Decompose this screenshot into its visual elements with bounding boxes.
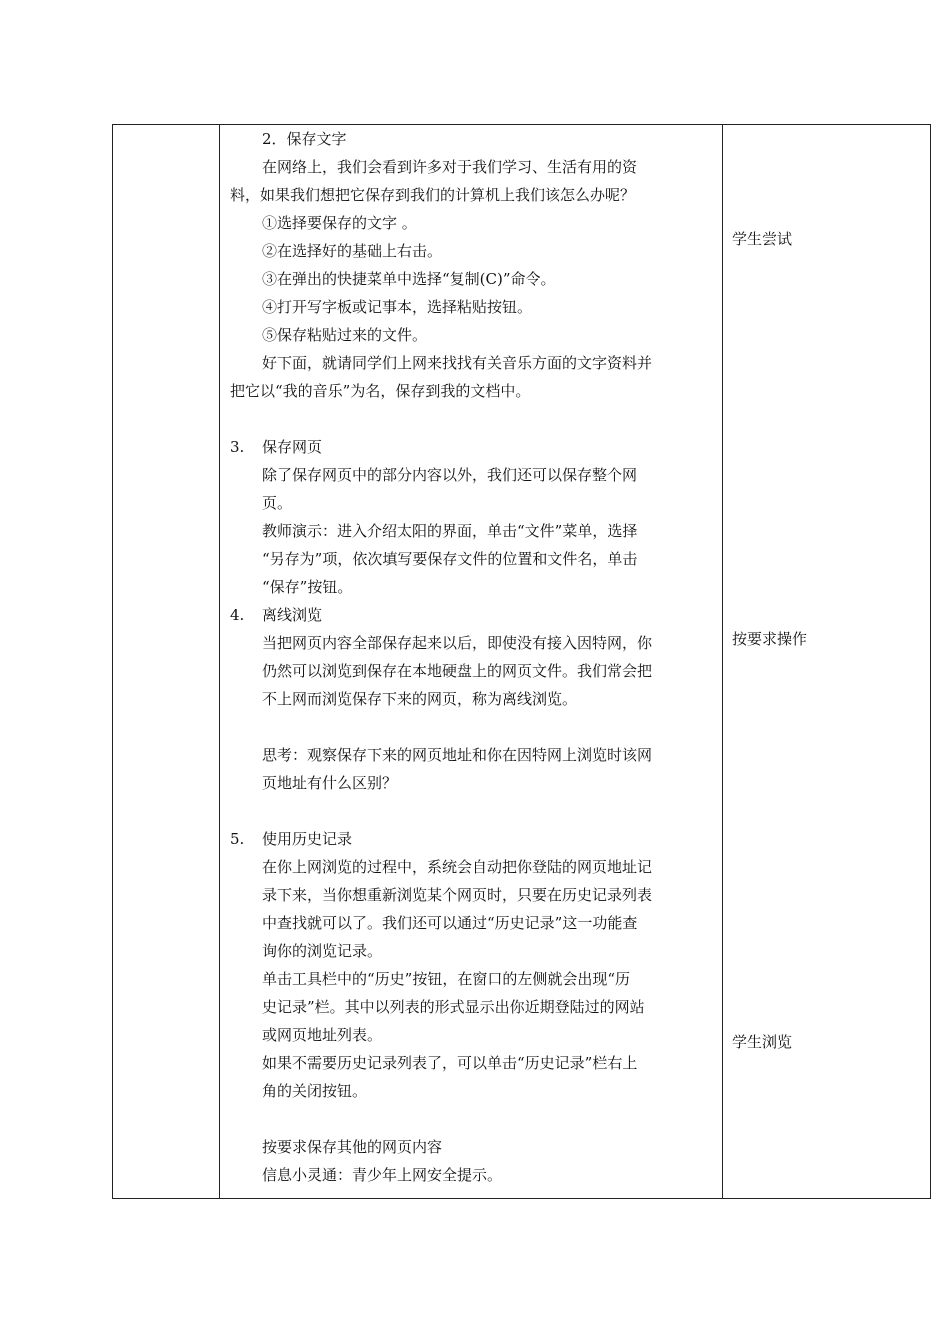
- paragraph-line: 仍然可以浏览到保存在本地硬盘上的网页文件。我们常会把: [262, 662, 653, 680]
- section-heading: [230, 825, 716, 853]
- paragraph-line: 思考：观察保存下来的网页地址和你在因特网上浏览时该网: [262, 746, 653, 764]
- paragraph-line: 按要求保存其他的网页内容: [262, 1138, 443, 1156]
- section-heading: [230, 433, 716, 461]
- step-item: ②在选择好的基础上右击。: [262, 242, 443, 260]
- column-divider: [722, 125, 723, 1198]
- section-number: 5.: [230, 830, 245, 848]
- paragraph-line: 料，如果我们想把它保存到我们的计算机上我们该怎么办呢？: [230, 186, 636, 204]
- lesson-content: [230, 125, 716, 1189]
- paragraph-line: 询你的浏览记录。: [262, 942, 383, 960]
- paragraph-line: 在你上网浏览的过程中，系统会自动把你登陆的网页地址记: [262, 858, 653, 876]
- paragraph-line: 角的关闭按钮。: [262, 1082, 368, 1100]
- paragraph-line: “另存为”项，依次填写要保存文件的位置和文件名，单击: [262, 550, 638, 568]
- paragraph-line: 把它以“我的音乐”为名，保存到我的文档中。: [230, 382, 531, 400]
- paragraph-line: 信息小灵通：青少年上网安全提示。: [262, 1166, 503, 1184]
- section-title: 使用历史记录: [262, 830, 353, 848]
- step-item: ④打开写字板或记事本，选择粘贴按钮。: [262, 298, 533, 316]
- paragraph-line: 或网页地址列表。: [262, 1026, 383, 1044]
- column-divider: [219, 125, 220, 1198]
- step-item: ⑤保存粘贴过来的文件。: [262, 326, 428, 344]
- paragraph-line: 好下面，就请同学们上网来找找有关音乐方面的文字资料并: [262, 354, 653, 372]
- step-item: ③在弹出的快捷菜单中选择“复制(C)”命令。: [262, 270, 556, 288]
- paragraph-line: 史记录”栏。其中以列表的形式显示出你近期登陆过的网站: [262, 998, 645, 1016]
- lesson-table: [112, 124, 931, 1199]
- paragraph-line: 不上网而浏览保存下来的网页，称为离线浏览。: [262, 690, 578, 708]
- section-number: 4.: [230, 606, 245, 624]
- paragraph-line: 如果不需要历史记录列表了，可以单击“历史记录”栏右上: [262, 1054, 638, 1072]
- section-title: 离线浏览: [262, 606, 323, 624]
- activity-note: 按要求操作: [732, 630, 808, 648]
- paragraph-line: 当把网页内容全部保存起来以后，即使没有接入因特网，你: [262, 634, 653, 652]
- paragraph-line: 录下来，当你想重新浏览某个网页时，只要在历史记录列表: [262, 886, 653, 904]
- activity-note: 学生浏览: [732, 1033, 793, 1051]
- section-heading: [230, 601, 716, 629]
- paragraph-line: “保存”按钮。: [262, 578, 353, 596]
- paragraph-line: 页地址有什么区别？: [262, 774, 398, 792]
- paragraph-line: 页。: [262, 494, 293, 512]
- paragraph-line: 中查找就可以了。我们还可以通过“历史记录”这一功能查: [262, 914, 638, 932]
- paragraph-line: 在网络上，我们会看到许多对于我们学习、生活有用的资: [262, 158, 638, 176]
- paragraph-line: 单击工具栏中的“历史”按钮，在窗口的左侧就会出现“历: [262, 970, 631, 988]
- step-item: ①选择要保存的文字 。: [262, 214, 417, 232]
- section-number: 3.: [230, 438, 245, 456]
- section-heading: 2．保存文字: [262, 130, 347, 148]
- activity-note: 学生尝试: [732, 230, 793, 248]
- paragraph-line: 除了保存网页中的部分内容以外，我们还可以保存整个网: [262, 466, 638, 484]
- paragraph-line: 教师演示：进入介绍太阳的界面，单击“文件”菜单，选择: [262, 522, 638, 540]
- section-title: 保存网页: [262, 438, 323, 456]
